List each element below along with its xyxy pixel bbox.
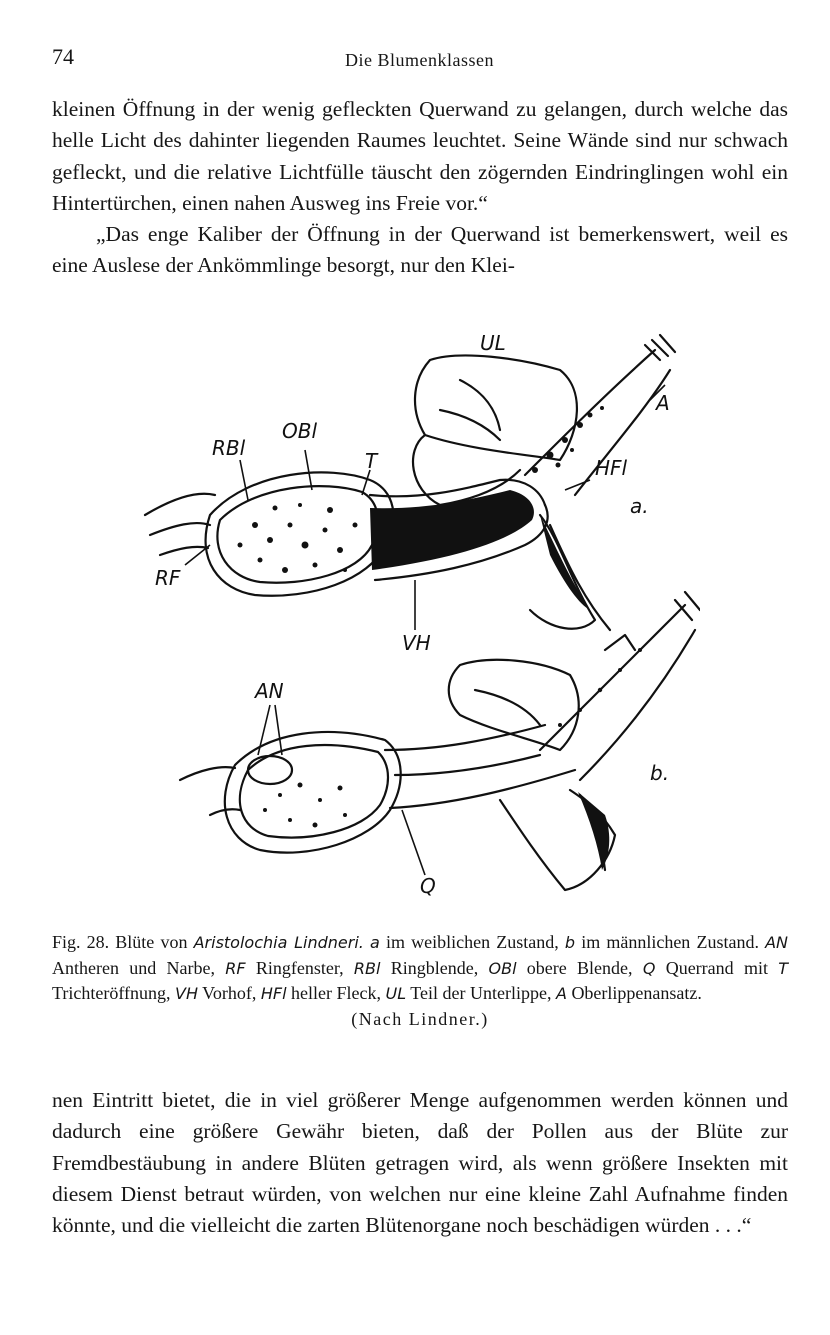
- page-header: [52, 44, 787, 76]
- caption-text-run: obere Blende,: [516, 957, 643, 978]
- figure-label-rf: RF: [155, 566, 181, 590]
- figure-caption: [52, 930, 788, 1032]
- caption-text-run: Antheren und Narbe,: [52, 957, 226, 978]
- caption-text-run: Trichteröffnung,: [52, 983, 175, 1004]
- caption-text-run: Vorhof,: [197, 983, 261, 1004]
- caption-abbr: T: [778, 958, 788, 978]
- caption-abbr: UL: [385, 984, 407, 1004]
- caption-abbr: Q: [642, 958, 656, 978]
- figure-label-b: b.: [650, 761, 670, 785]
- caption-abbr: AN: [765, 933, 789, 952]
- figure-label-ul: UL: [480, 331, 506, 355]
- figure-label-rbl: RBl: [212, 436, 246, 460]
- caption-abbr: VH: [175, 984, 198, 1004]
- page-number: 74: [52, 44, 74, 69]
- figure-label-hfl: HFl: [595, 456, 628, 480]
- body-text-top: [52, 94, 788, 282]
- figure-label-t: T: [365, 449, 378, 473]
- caption-abbr: RBl: [353, 958, 381, 978]
- flower-drawing: [140, 330, 700, 910]
- figure-label-an: AN: [255, 679, 284, 703]
- caption-species: Aristolochia Lindneri.: [193, 933, 364, 952]
- running-title: Die Blumenklassen: [345, 50, 494, 70]
- figure-label-a: a.: [630, 494, 649, 518]
- caption-source: (Nach Lindner.): [351, 1008, 489, 1029]
- caption-text-run: Oberlippenansatz.: [566, 983, 702, 1004]
- caption-text-run: im weiblichen Zustand,: [379, 932, 565, 952]
- figure-label-q: Q: [420, 874, 436, 898]
- caption-abbr: A: [555, 984, 567, 1004]
- body-text-bottom: [52, 1085, 788, 1241]
- paragraph: „Das enge Kaliber der Öffnung in der Querwand ist bemerkenswert, weil es eine Auslese der Ankömmlinge besorgt, nur den Klei-: [52, 222, 788, 278]
- figure-label-obl: OBl: [282, 419, 318, 443]
- caption-abbr: b: [564, 933, 576, 952]
- figure-illustration: [140, 330, 700, 910]
- caption-text-run: Teil der Unterlippe,: [406, 983, 556, 1004]
- caption-text-run: Ringblende,: [380, 957, 489, 978]
- caption-fig: Fig. 28. Blüte von: [52, 932, 194, 952]
- caption-text-run: Ringfenster,: [245, 957, 354, 978]
- caption-abbr: a: [370, 933, 380, 952]
- figure-label-vh: VH: [402, 631, 431, 655]
- paragraph: nen Eintritt bietet, die in viel größerer Menge aufgenommen werden können und dadurch eine größere Gewähr bieten, daß der Pollen aus der Blüte zur Fremdbestäubung in andere Blüten getragen wird, als wenn größere Insekten mit diesem Dienst betraut würden, von welchen nur eine kleine Zahl Aufnahme finden könnte, und die vielleicht die zarten Blütenorgane noch beschädigen würden . . .“: [52, 1088, 788, 1238]
- caption-abbr: HFl: [260, 984, 287, 1004]
- caption-text-run: im männlichen Zustand.: [575, 932, 766, 952]
- caption-abbr: OBl: [488, 958, 517, 978]
- figure-label-a-upper: A: [656, 391, 670, 415]
- caption-text: [52, 930, 788, 1007]
- caption-abbr: RF: [225, 958, 246, 978]
- paragraph: kleinen Öffnung in der wenig gefleckten Querwand zu gelangen, durch welche das helle Licht des dahinter liegenden Raumes leuchtet. Seine Wände sind nur schwach gefleckt, und die relative Lichtfülle täuscht den zögernden Eindringlingen wohl ein Hintertürchen, einen nahen Ausweg ins Freie vor.“: [52, 97, 788, 215]
- caption-text-run: heller Fleck,: [286, 983, 386, 1004]
- caption-text-run: Querrand mit: [655, 957, 779, 978]
